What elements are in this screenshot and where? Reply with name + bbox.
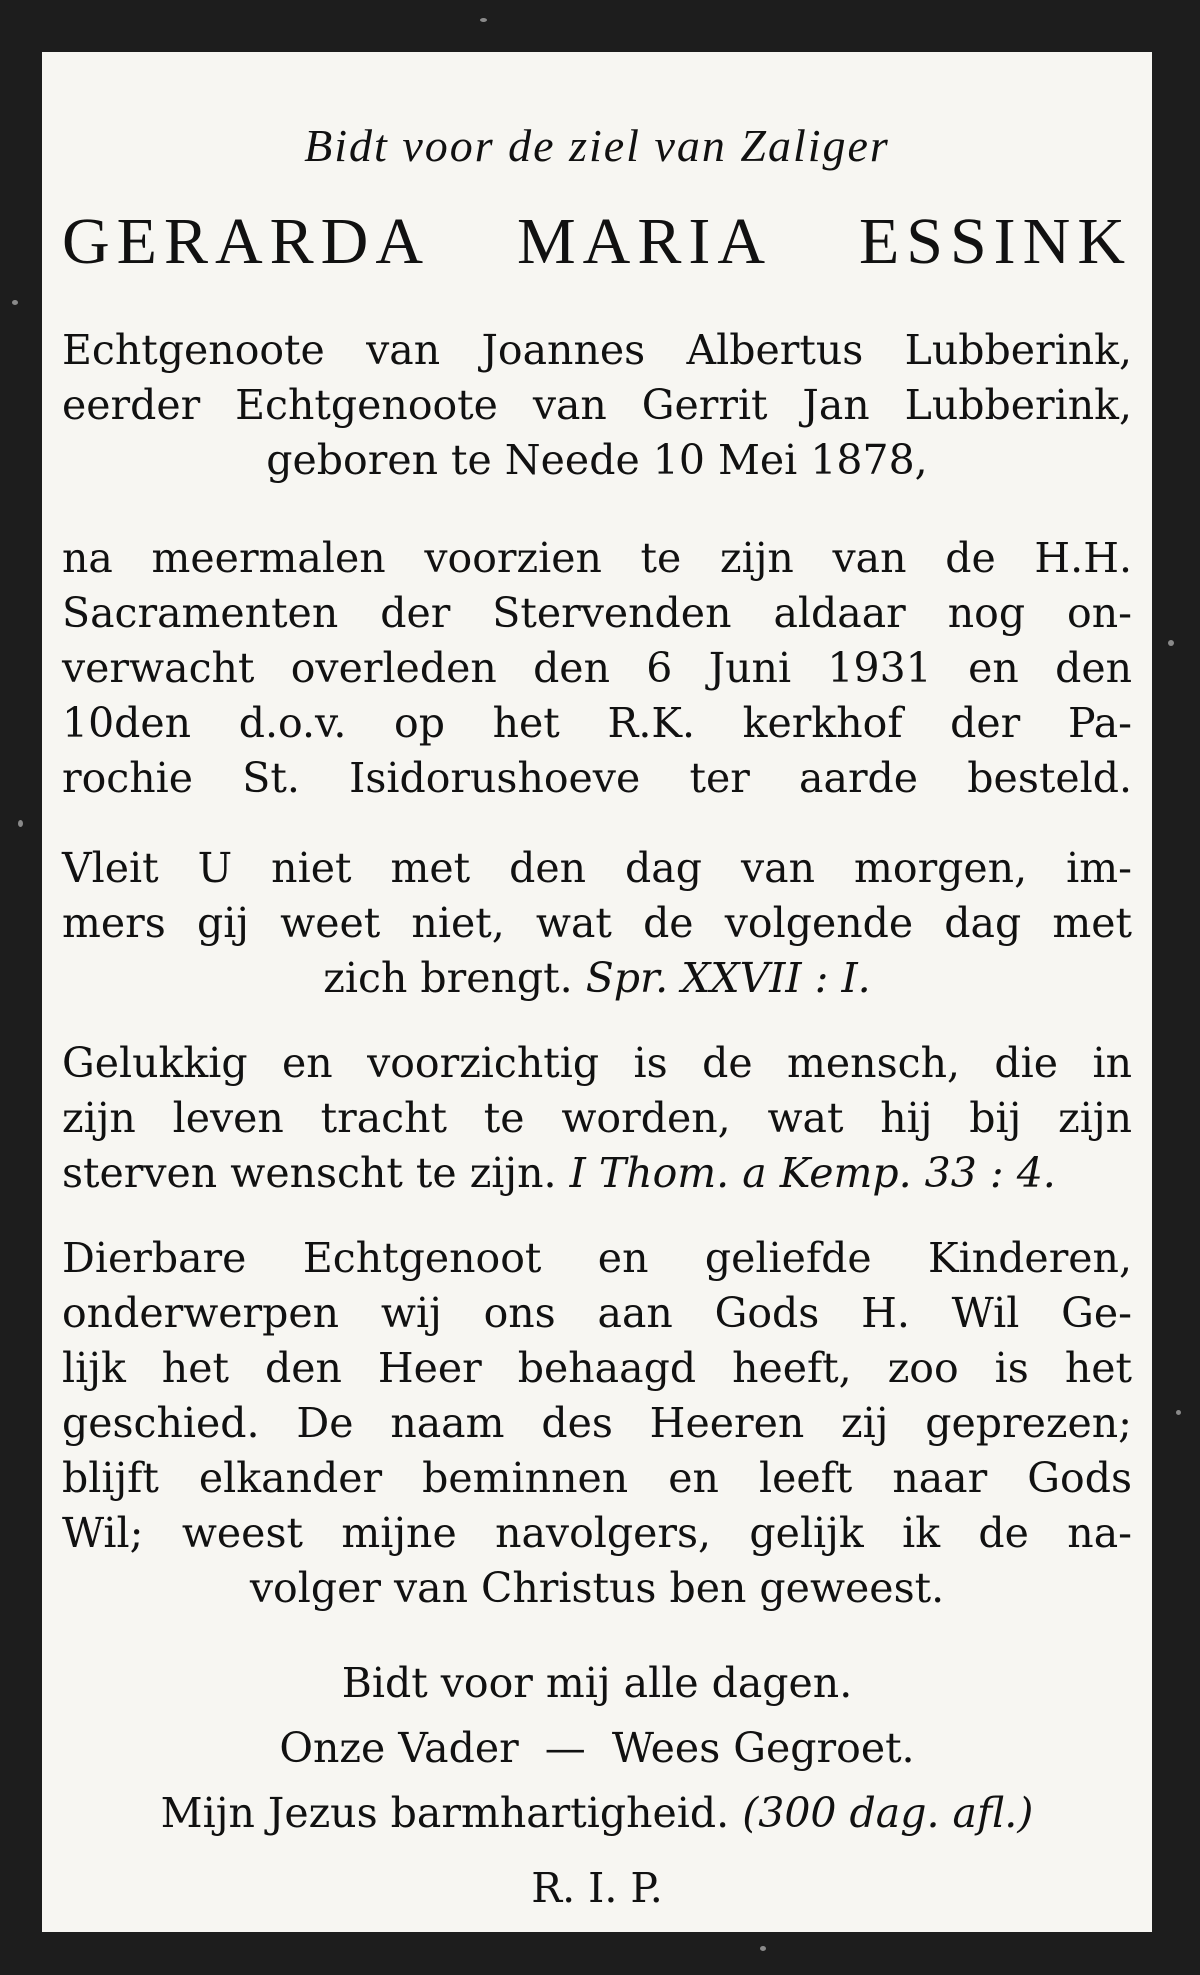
- quote1-line-2: mers gij weet niet, wat de volgende dag met: [62, 899, 1132, 947]
- intro-line-2: eerder Echtgenoote van Gerrit Jan Lubberink,: [62, 381, 1132, 429]
- quote2-line-1: Gelukkig en voorzichtig is de mensch, die in: [62, 1039, 1132, 1087]
- death-line-3: verwacht overleden den 6 Juni 1931 en den: [62, 644, 1132, 692]
- prayer-onze-vader: Onze Vader: [279, 1724, 519, 1772]
- intro-line-3: geboren te Neede 10 Mei 1878,: [266, 436, 928, 484]
- closing-line-2: [62, 1722, 1132, 1774]
- farewell-line-5: blijft elkander beminnen en leeft naar Gods: [62, 1454, 1132, 1502]
- closing-invocation: Mijn Jezus barmhartigheid.: [160, 1789, 730, 1837]
- death-line-5: rochie St. Isidorushoeve ter aarde besteld.: [62, 754, 1132, 802]
- farewell-line-1: Dierbare Echtgenoot en geliefde Kinderen,: [62, 1234, 1132, 1282]
- death-line-4: 10den d.o.v. op het R.K. kerkhof der Pa-: [62, 699, 1132, 747]
- quote1-text: zich brengt.: [323, 954, 573, 1002]
- prayer-wees-gegroet: Wees Gegroet.: [611, 1724, 915, 1772]
- quote2-text: sterven wenscht te zijn.: [62, 1149, 557, 1197]
- death-line-1: na meermalen voorzien te zijn van de H.H.: [62, 534, 1132, 582]
- closing-line-3: [62, 1787, 1132, 1839]
- indulgence-note: (300 dag. afl.): [742, 1789, 1034, 1837]
- farewell-line-3: lijk het den Heer behaagd heeft, zoo is het: [62, 1344, 1132, 1392]
- farewell-line-4: geschied. De naam des Heeren zij geprezen;: [62, 1399, 1132, 1447]
- prayer-heading: Bidt voor de ziel van Zaliger: [304, 120, 890, 171]
- quote2-line-3: [62, 1147, 1132, 1199]
- quote1-reference: Spr. XXVII : I.: [585, 954, 871, 1002]
- farewell-line-6: Wil; weest mijne navolgers, gelijk ik de na-: [62, 1509, 1132, 1557]
- intro-line-1: Echtgenoote van Joannes Albertus Lubberink,: [62, 326, 1132, 374]
- deceased-name: GERARDA MARIA ESSINK: [62, 205, 1132, 278]
- card-text-area: [42, 52, 1152, 1932]
- quote2-reference: I Thom. a Kemp. 33 : 4.: [569, 1149, 1056, 1197]
- farewell-line-7: volger van Christus ben geweest.: [249, 1564, 945, 1612]
- death-line-2: Sacramenten der Stervenden aldaar nog on-: [62, 589, 1132, 637]
- rip-line: R. I. P.: [531, 1864, 663, 1912]
- farewell-line-2: onderwerpen wij ons aan Gods H. Wil Ge-: [62, 1289, 1132, 1337]
- closing-line-1: Bidt voor mij alle dagen.: [341, 1659, 853, 1707]
- quote1-line-1: Vleit U niet met den dag van morgen, im-: [62, 844, 1132, 892]
- prayer-dash: —: [544, 1724, 586, 1772]
- quote2-line-2: zijn leven tracht te worden, wat hij bij zijn: [62, 1094, 1132, 1142]
- quote1-line-3: [62, 952, 1132, 1004]
